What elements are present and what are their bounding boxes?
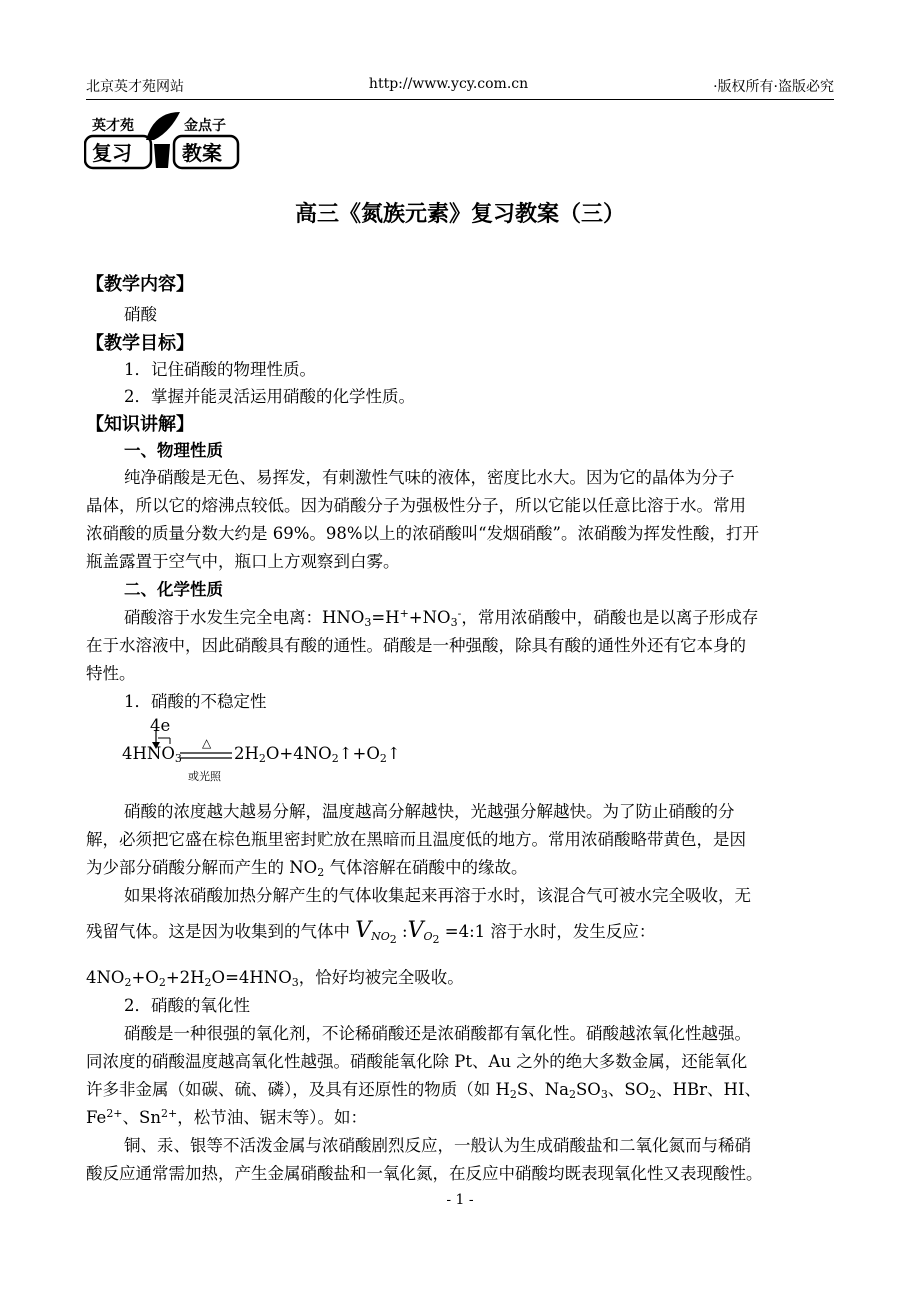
header-site-name: 北京英才苑网站 — [86, 79, 184, 95]
logo-text-bottom-left: 复习 — [92, 141, 132, 165]
paragraph-2-line-3: $4NO_2+O_2+2H_2O=4HNO_3$，恰好均被完全吸收。 — [86, 968, 464, 989]
paragraph-3-line-3: 许多非金属（如碳、硫、磷），及具有还原性的物质（如 $H_2S$、$Na_2SO_3$、$SO_2$、HBr、HI、 — [86, 1080, 761, 1101]
physical-line-2: 晶体，所以它的熔沸点较低。因为硝酸分子为强极性分子，所以它能以任意比溶于水。常用 — [86, 496, 746, 515]
electron-transfer-label: 4e — [150, 716, 171, 735]
chemical-line-3: 特性。 — [86, 664, 136, 683]
paragraph-3-line-2: 同浓度的硝酸温度越高氧化性越强。硝酸能氧化除 Pt、Au 之外的绝大多数金属，还能氧化 — [86, 1052, 748, 1071]
section-heading-content: 【教学内容】 — [86, 274, 194, 295]
physical-line-1: 纯净硝酸是无色、易挥发，有刺激性气味的液体，密度比水大。因为它的晶体为分子 — [124, 468, 735, 487]
header-copyright: ·版权所有·盗版必究 — [713, 79, 834, 95]
equals-sign-icon — [180, 752, 232, 760]
page-header — [86, 76, 834, 100]
paragraph-1-line-3: 为少部分硝酸分解而产生的 $NO_2$ 气体溶解在硝酸中的缘故。 — [86, 858, 528, 879]
paragraph-3-line-1: 硝酸是一种很强的氧化剂，不论稀硝酸还是浓硝酸都有氧化性。硝酸越浓氧化性越强。 — [124, 1024, 751, 1043]
condition-light: 或光照 — [188, 770, 221, 783]
subheading-physical: 一、物理性质 — [124, 441, 223, 460]
paragraph-4-line-1: 铜、汞、银等不活泼金属与浓硝酸剧烈反应，一般认为生成硝酸盐和二氧化氮而与稀硝 — [124, 1136, 751, 1155]
content-text: 硝酸 — [124, 305, 157, 324]
chemical-line-2: 在于水溶液中，因此硝酸具有酸的通性。硝酸是一种强酸，除具有酸的通性外还有它本身的 — [86, 636, 746, 655]
chemical-line-1: 硝酸溶于水发生完全电离：$HNO_3=H^++NO_3^-$，常用浓硝酸中，硝酸也是以离子形成存 — [124, 607, 759, 629]
goal-1: 1．记住硝酸的物理性质。 — [124, 360, 316, 379]
goal-2: 2．掌握并能灵活运用硝酸的化学性质。 — [124, 387, 415, 406]
logo-text-bottom-right: 教案 — [182, 141, 222, 165]
header-url[interactable]: http://www.ycy.com.cn — [368, 76, 529, 92]
subheading-chemical: 二、化学性质 — [124, 580, 223, 599]
logo — [84, 110, 240, 170]
subheading-instability: 1．硝酸的不稳定性 — [124, 692, 267, 711]
section-heading-goals: 【教学目标】 — [86, 333, 194, 354]
condition-heat: △ — [202, 736, 212, 750]
paragraph-4-line-2: 酸反应通常需加热，产生金属硝酸盐和一氧化氮，在反应中硝酸均既表现氧化性又表现酸性。 — [86, 1164, 763, 1183]
physical-line-4: 瓶盖露置于空气中，瓶口上方观察到白雾。 — [86, 552, 400, 571]
section-heading-knowledge: 【知识讲解】 — [86, 414, 194, 435]
paragraph-3-line-4: $Fe^{2+}$、$Sn^{2+}$，松节油、锯末等）。如： — [86, 1107, 367, 1127]
page-number: - 1 - — [446, 1192, 474, 1208]
pen-holder-icon — [154, 144, 170, 168]
page-title: 高三《氮族元素》复习教案（三） — [294, 202, 625, 227]
logo-text-top-left: 英才苑 — [92, 118, 134, 134]
logo-text-top-right: 金点子 — [184, 118, 226, 134]
decomposition-equation: 4e $4HNO_3$ △ 或光照 $2H_2O+4NO_2↑+O_2↑$ — [122, 716, 401, 783]
paragraph-2-line-2: 残留气体。这是因为收集到的气体中 $V_{NO_2}$ $:V_{O_2}$ =4:1 溶于水时，发生反应： — [86, 918, 656, 946]
paragraph-1-line-2: 解，必须把它盛在棕色瓶里密封贮放在黑暗而且温度低的地方。常用浓硝酸略带黄色，是因 — [86, 830, 746, 849]
subheading-oxidizing: 2．硝酸的氧化性 — [124, 996, 250, 1015]
paragraph-2-line-1: 如果将浓硝酸加热分解产生的气体收集起来再溶于水时，该混合气可被水完全吸收，无 — [124, 886, 751, 905]
leaf-icon — [146, 112, 180, 140]
physical-line-3: 浓硝酸的质量分数大约是 69%。98%以上的浓硝酸叫“发烟硝酸”。浓硝酸为挥发性酸，打开 — [86, 524, 759, 543]
paragraph-1-line-1: 硝酸的浓度越大越易分解，温度越高分解越快，光越强分解越快。为了防止硝酸的分 — [124, 802, 735, 821]
